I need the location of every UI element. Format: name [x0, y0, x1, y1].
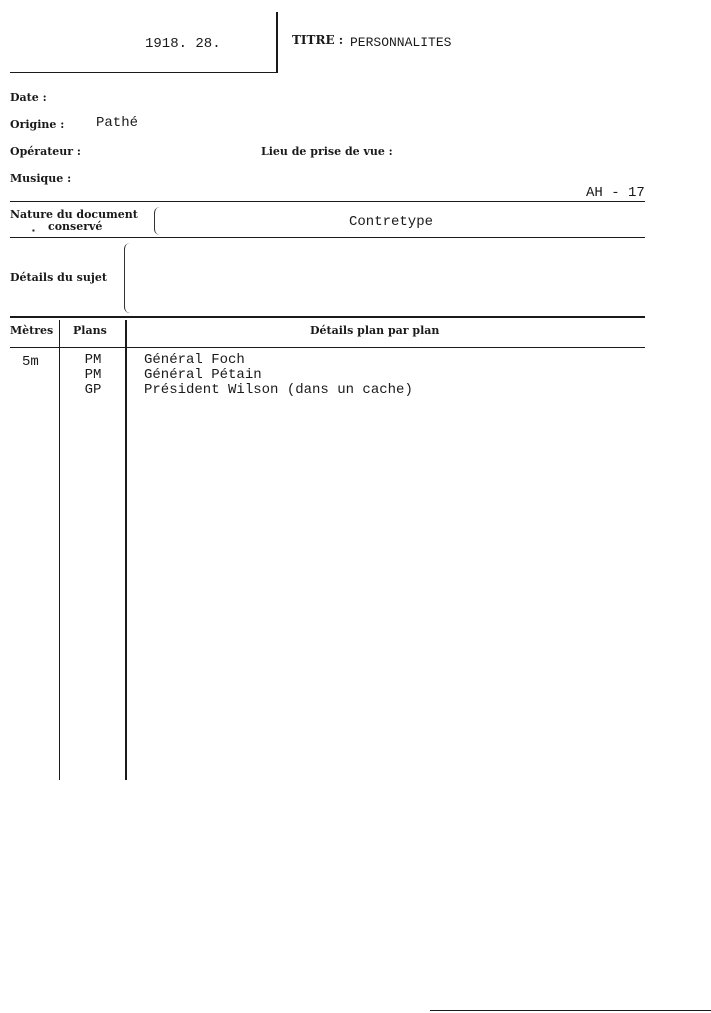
table-row-detail: Général Pétain	[144, 367, 262, 383]
title-value: PERSONNALITES	[350, 35, 452, 50]
metres-value: 5m	[22, 354, 39, 370]
header-underline	[10, 72, 277, 73]
origine-value: Pathé	[96, 115, 139, 131]
catalog-code: AH - 17	[586, 185, 645, 201]
table-row-plan: PM	[84, 352, 102, 368]
origine-label: Origine :	[10, 118, 65, 131]
plans-column	[60, 353, 126, 398]
col-header-details: Détails plan par plan	[310, 324, 440, 337]
table-row-detail: Général Foch	[144, 352, 245, 368]
date-label: Date :	[10, 91, 47, 104]
col-header-metres: Mètres	[10, 324, 54, 337]
nature-label-line2: conservé	[48, 220, 103, 233]
sujet-bottom-rule	[10, 316, 645, 318]
bottom-edge-rule	[430, 1010, 711, 1011]
nature-value: Contretype	[349, 214, 434, 230]
reference-number: 1918. 28.	[145, 36, 221, 52]
table-header-rule	[10, 347, 645, 348]
nature-label-line1: Nature du document	[10, 208, 138, 221]
musique-label: Musique :	[10, 172, 72, 185]
lieu-label: Lieu de prise de vue :	[261, 145, 393, 158]
nature-bottom-rule	[10, 237, 645, 238]
table-row-plan: PM	[84, 367, 102, 383]
sujet-label: Détails du sujet	[10, 271, 107, 284]
bullet-mark: ▪	[32, 226, 35, 235]
nature-top-rule	[10, 201, 645, 202]
nature-brace	[154, 207, 160, 235]
details-column	[144, 353, 413, 398]
title-label: TITRE :	[292, 33, 344, 47]
col-header-plans: Plans	[73, 324, 107, 337]
table-row-detail: Président Wilson (dans un cache)	[144, 382, 413, 398]
header-divider	[276, 12, 278, 73]
table-row-plan: GP	[84, 382, 102, 398]
operateur-label: Opérateur :	[10, 145, 81, 158]
sujet-brace	[124, 243, 130, 313]
